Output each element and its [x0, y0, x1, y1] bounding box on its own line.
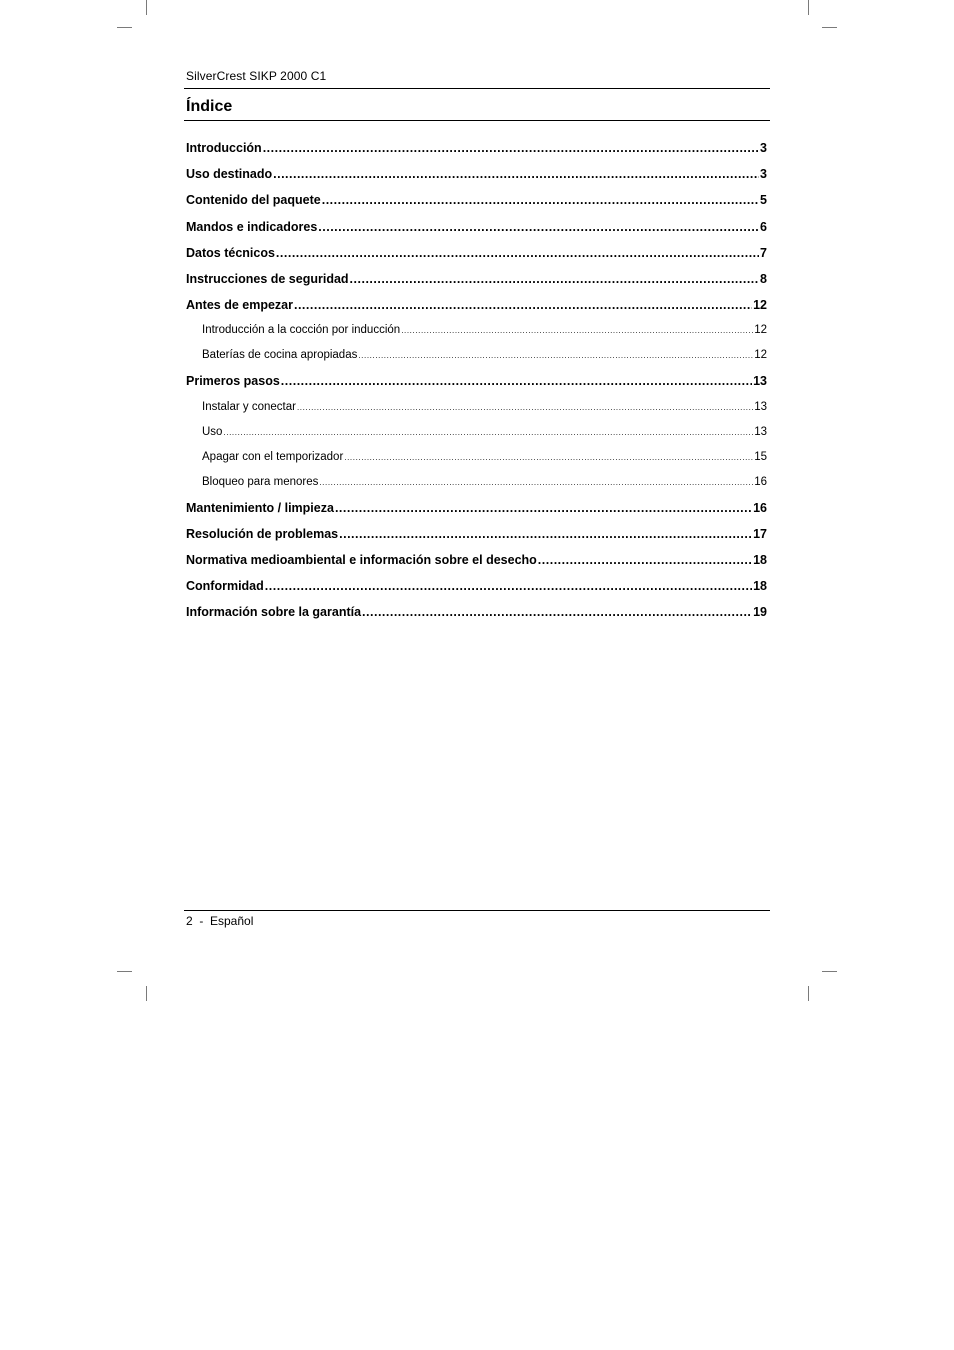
- toc-entry-page: 3: [760, 167, 767, 182]
- footer-rule: [184, 910, 770, 911]
- toc-entry-label: Introducción: [186, 141, 262, 155]
- toc-entry-label: Primeros pasos: [186, 374, 280, 389]
- toc-entry[interactable]: [186, 501, 767, 527]
- toc-entry[interactable]: [186, 451, 767, 476]
- toc-entry-page: 18: [753, 579, 767, 594]
- toc-leader-dots: [223, 426, 753, 438]
- toc-entry-page: 12: [754, 349, 767, 362]
- toc-entry-label: Resolución de problemas: [186, 526, 339, 541]
- toc-leader-dots: [273, 167, 759, 181]
- toc-entry-page: 13: [753, 374, 767, 389]
- toc-entry-page: 5: [760, 193, 767, 208]
- toc-entry-label: Introducción a la cocción por inducción: [202, 324, 401, 337]
- toc-entry-label: Bloqueo para menores: [202, 475, 319, 488]
- toc-entry-page: 17: [753, 526, 767, 541]
- toc-entry-page: 19: [753, 605, 767, 620]
- toc-leader-dots: [318, 220, 759, 234]
- toc-leader-dots: [538, 553, 752, 567]
- toc-leader-dots: [350, 272, 760, 286]
- crop-mark: [808, 986, 809, 1001]
- toc-entry[interactable]: [186, 324, 767, 349]
- toc-entry[interactable]: [186, 349, 767, 374]
- toc-entry-label: Baterías de cocina apropiadas: [202, 349, 358, 362]
- toc-entry-page: 13: [754, 425, 767, 438]
- toc-entry-label: Instalar y conectar: [202, 400, 296, 413]
- toc-entry-label: Uso destinado: [186, 167, 273, 182]
- toc-entry-label: Mantenimiento / limpieza: [186, 500, 334, 515]
- toc-entry[interactable]: [186, 426, 767, 451]
- crop-mark: [117, 27, 132, 28]
- toc-leader-dots: [297, 401, 753, 413]
- crop-mark: [146, 0, 147, 15]
- crop-mark: [146, 986, 147, 1001]
- toc-entry[interactable]: [186, 272, 767, 298]
- toc-entry-page: 3: [760, 141, 767, 155]
- toc-entry[interactable]: [186, 141, 767, 167]
- toc-entry[interactable]: [186, 579, 767, 605]
- title-rule: [184, 120, 770, 121]
- document-header-title: SilverCrest SIKP 2000 C1: [186, 69, 327, 83]
- toc-entry-label: Instrucciones de seguridad: [186, 271, 349, 286]
- toc-leader-dots: [265, 579, 752, 593]
- toc-leader-dots: [263, 141, 759, 155]
- toc-entry-label: Apagar con el temporizador: [202, 450, 344, 463]
- toc-leader-dots: [276, 246, 759, 260]
- toc-leader-dots: [344, 451, 753, 463]
- toc-entry-page: 12: [754, 324, 767, 337]
- toc-entry-page: 12: [753, 298, 767, 313]
- toc-entry-page: 15: [754, 450, 767, 463]
- crop-mark: [822, 27, 837, 28]
- toc-entry-page: 18: [753, 552, 767, 567]
- toc-entry[interactable]: [186, 476, 767, 501]
- toc-entry-label: Conformidad: [186, 579, 264, 594]
- toc-entry-label: Datos técnicos: [186, 245, 275, 260]
- toc-entry[interactable]: [186, 298, 767, 324]
- toc-entry[interactable]: [186, 527, 767, 553]
- toc-entry-page: 7: [760, 245, 767, 260]
- toc-entry[interactable]: [186, 167, 767, 193]
- toc-leader-dots: [339, 527, 752, 541]
- crop-mark: [117, 971, 132, 972]
- toc-entry-label: Contenido del paquete: [186, 193, 321, 208]
- toc-leader-dots: [358, 349, 753, 361]
- toc-entry-label: Uso: [202, 425, 223, 438]
- toc-entry-label: Normativa medioambiental e información sobre el desecho: [186, 552, 537, 567]
- toc-entry-label: Información sobre la garantía: [186, 605, 362, 620]
- toc-entry[interactable]: [186, 553, 767, 579]
- toc-entry-page: 8: [760, 271, 767, 286]
- page-footer: 2 - Español: [186, 914, 254, 928]
- toc-leader-dots: [335, 501, 752, 515]
- toc-leader-dots: [362, 605, 752, 619]
- toc-entry[interactable]: [186, 193, 767, 219]
- toc-entry-page: 16: [753, 500, 767, 515]
- toc-entry-label: Mandos e indicadores: [186, 219, 318, 234]
- page-title: Índice: [186, 98, 233, 115]
- toc-leader-dots: [322, 193, 759, 207]
- toc-entry[interactable]: [186, 401, 767, 426]
- toc-entry[interactable]: [186, 220, 767, 246]
- toc-leader-dots: [281, 374, 752, 388]
- toc-entry[interactable]: [186, 246, 767, 272]
- table-of-contents: [186, 141, 767, 631]
- crop-mark: [822, 971, 837, 972]
- toc-entry-page: 13: [754, 400, 767, 413]
- crop-mark: [808, 0, 809, 15]
- header-rule: [184, 88, 770, 89]
- toc-entry[interactable]: [186, 374, 767, 400]
- toc-leader-dots: [294, 298, 752, 312]
- toc-entry-page: 6: [760, 219, 767, 234]
- toc-entry-label: Antes de empezar: [186, 298, 293, 313]
- toc-entry[interactable]: [186, 605, 767, 631]
- toc-leader-dots: [319, 476, 753, 488]
- toc-entry-page: 16: [754, 475, 767, 488]
- toc-leader-dots: [401, 324, 753, 336]
